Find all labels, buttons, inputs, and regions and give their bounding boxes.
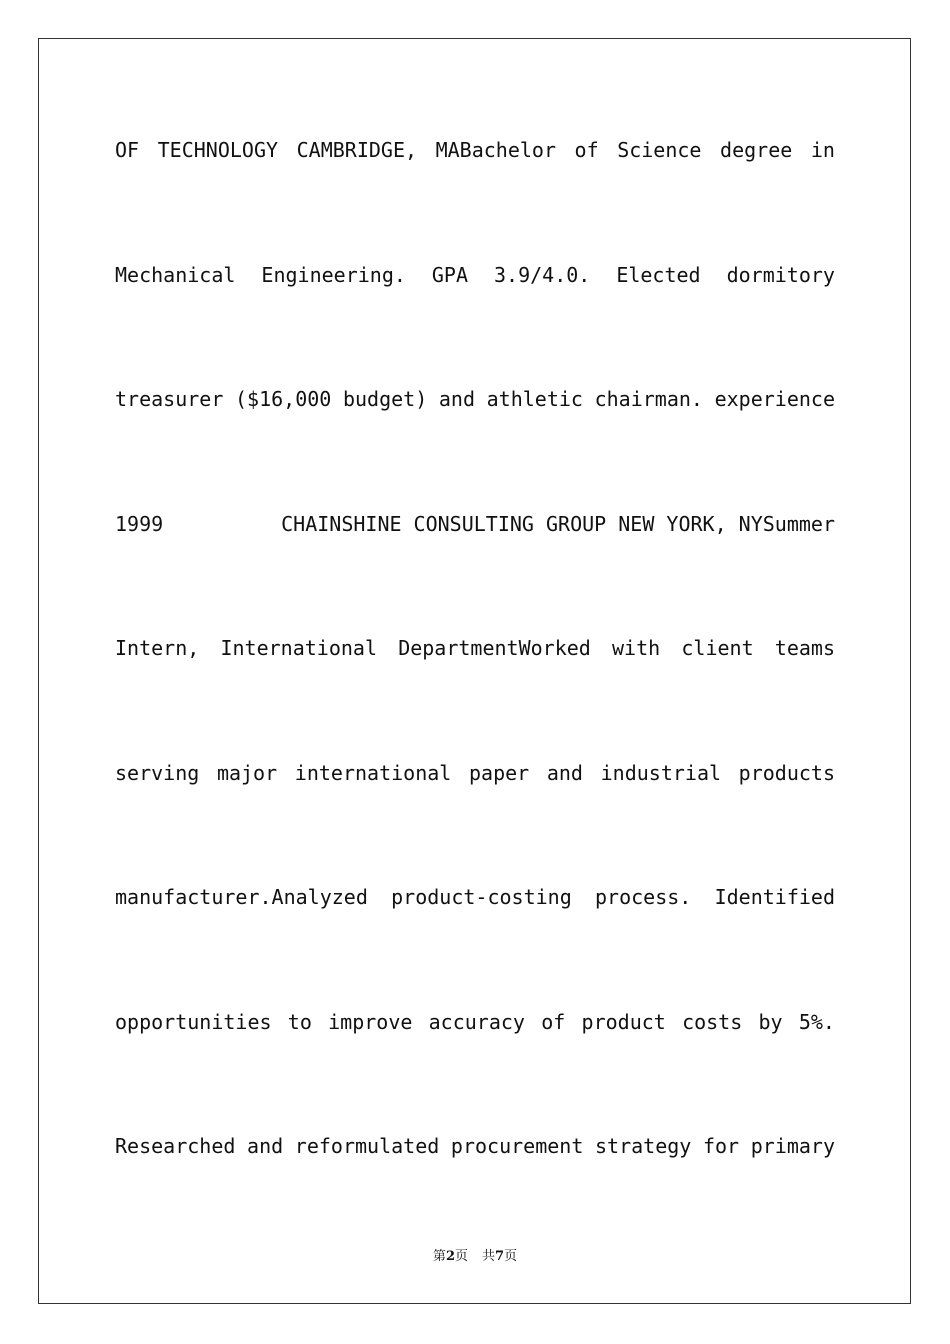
- text-word: Researched: [115, 1134, 236, 1158]
- text-word: improve: [328, 1009, 413, 1034]
- text-word: reformulated: [294, 1134, 440, 1158]
- text-word: procurement: [450, 1134, 584, 1158]
- text-word: products: [738, 760, 835, 785]
- text-word: and: [546, 760, 583, 785]
- text-word: accuracy: [428, 1009, 525, 1034]
- text-word: budget): [342, 387, 428, 411]
- text-word: product-costing: [391, 885, 572, 909]
- text-word: dormitory: [726, 262, 835, 287]
- text-word: ($16,000: [235, 387, 332, 411]
- text-word: and: [438, 387, 475, 411]
- text-word: costs: [682, 1009, 743, 1034]
- page-border: [38, 38, 911, 1304]
- text-word: by: [758, 1009, 783, 1034]
- text-word: of: [541, 1009, 566, 1034]
- text-word: TECHNOLOGY: [157, 138, 279, 162]
- text-word: DepartmentWorked: [398, 636, 591, 660]
- text-word: client: [681, 636, 754, 660]
- text-word: strategy: [595, 1134, 692, 1158]
- text-word: treasurer: [115, 387, 224, 411]
- total-suffix: 页: [504, 1249, 518, 1264]
- text-word: Science: [617, 138, 702, 162]
- text-word: CHAINSHINE CONSULTING GROUP NEW YORK, NYSummer: [281, 511, 835, 536]
- text-word: Elected: [616, 262, 701, 287]
- text-word: with: [612, 636, 661, 660]
- total-prefix: 共: [482, 1249, 496, 1264]
- text-word: manufacturer.Analyzed: [115, 885, 368, 909]
- text-word: international: [294, 760, 452, 785]
- text-word: teams: [774, 636, 835, 660]
- text-word: product: [581, 1009, 666, 1034]
- text-word: to: [287, 1009, 312, 1034]
- text-line: [115, 386, 835, 412]
- text-word: 3.9/4.0.: [494, 262, 591, 287]
- page-suffix: 页: [454, 1249, 468, 1264]
- text-line: [115, 262, 835, 288]
- text-word: chairman.: [594, 387, 703, 411]
- text-word: CAMBRIDGE,: [296, 138, 418, 162]
- page-prefix: 第: [432, 1249, 446, 1264]
- text-word: serving: [115, 760, 200, 785]
- text-word: for: [702, 1134, 740, 1158]
- text-word: MABachelor: [435, 138, 556, 162]
- page-total: 7: [495, 1249, 505, 1264]
- text-word: and: [247, 1134, 284, 1158]
- text-line: [115, 1009, 835, 1035]
- text-word: opportunities: [115, 1009, 272, 1034]
- text-word: OF: [115, 138, 140, 162]
- text-line: [115, 884, 835, 910]
- text-word: paper: [468, 760, 530, 785]
- text-word: International: [220, 636, 378, 660]
- text-word: experience: [714, 387, 835, 411]
- text-word: industrial: [600, 760, 722, 785]
- text-word: Mechanical: [115, 262, 236, 287]
- text-line: [115, 137, 835, 163]
- page-current: 2: [445, 1249, 455, 1264]
- text-word: Identified: [714, 885, 835, 909]
- text-line: [115, 511, 835, 537]
- text-word: major: [216, 760, 278, 785]
- text-word: athletic: [486, 387, 583, 411]
- text-line: [115, 635, 835, 661]
- page-footer: [0, 1248, 950, 1266]
- text-word: Intern,: [115, 636, 200, 660]
- text-line: [115, 1133, 835, 1159]
- text-word: 5%.: [798, 1009, 835, 1034]
- text-line: [115, 760, 835, 786]
- text-word: GPA: [431, 262, 469, 287]
- text-word: 1999: [115, 511, 164, 536]
- text-word: Engineering.: [261, 262, 406, 287]
- text-word: primary: [750, 1134, 835, 1158]
- text-word: of: [574, 138, 599, 162]
- text-word: process.: [595, 885, 692, 909]
- text-word: degree: [720, 138, 793, 162]
- text-word: in: [810, 138, 835, 162]
